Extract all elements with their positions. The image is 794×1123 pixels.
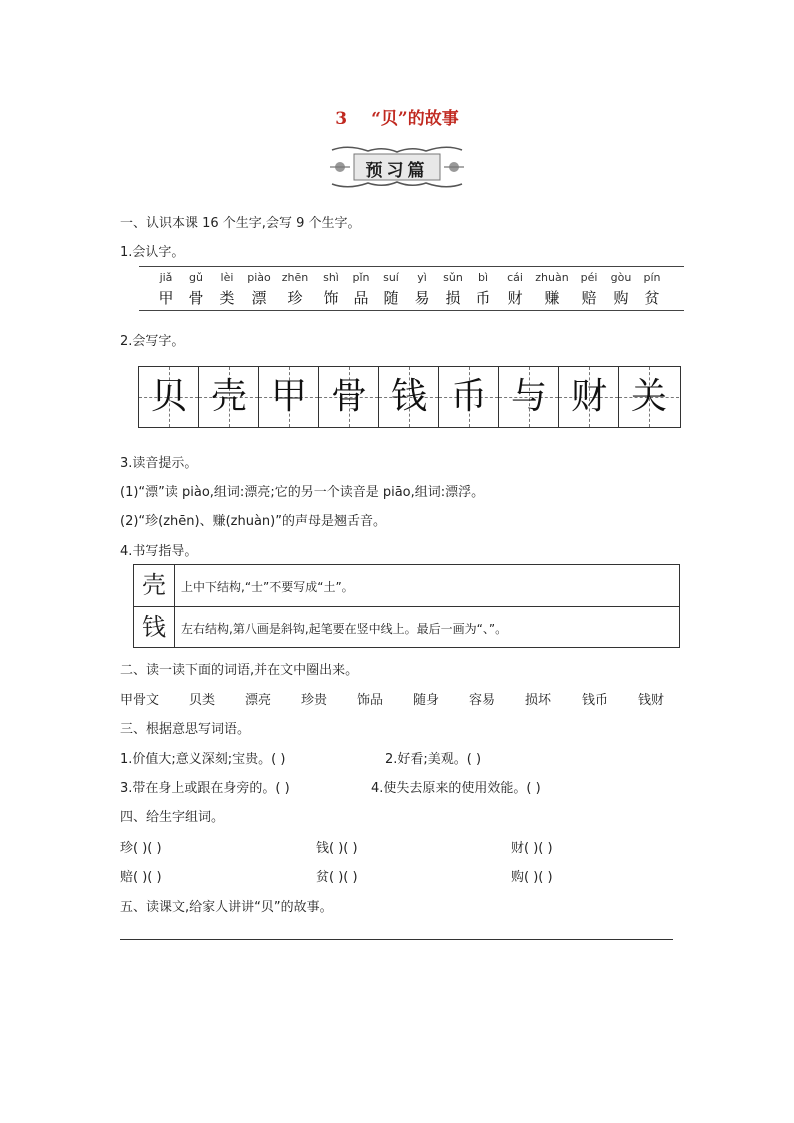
pinyin: cái	[507, 271, 523, 284]
hanzi: 甲	[158, 289, 174, 307]
word-item: 贝类	[189, 693, 216, 708]
guide-row	[134, 606, 679, 648]
meaning-question-4: 4.使失去原来的使用效能。( )	[371, 781, 541, 796]
write-char: 骨	[330, 376, 367, 417]
pinyin: suí	[383, 271, 399, 284]
hanzi: 珍	[287, 289, 303, 307]
compound-item: 珍( )( )	[120, 841, 162, 856]
pinyin: yì	[417, 271, 427, 284]
hanzi: 漂	[251, 289, 267, 307]
meaning-question-1: 1.价值大;意义深刻;宝贵。( )	[120, 752, 286, 767]
section2-heading: 二、读一读下面的词语,并在文中圈出来。	[120, 663, 359, 678]
write-cell	[439, 367, 499, 427]
recognize-table	[139, 266, 684, 311]
guide-text: 上中下结构,“士”不要写成“土”。	[181, 580, 354, 594]
pinyin: piào	[247, 271, 271, 284]
hanzi: 类	[219, 289, 235, 307]
pinyin: bì	[477, 271, 489, 284]
hanzi: 随	[383, 289, 399, 307]
word-item: 漂亮	[245, 693, 272, 708]
write-cell	[559, 367, 619, 427]
write-char: 关	[630, 376, 667, 417]
banner-label: 预习篇	[365, 161, 429, 181]
pinyin: zhēn	[281, 271, 309, 284]
word-item: 饰品	[357, 693, 384, 708]
hanzi: 贫	[644, 289, 660, 307]
pinyin: gǔ	[189, 271, 203, 284]
hanzi: 币	[475, 289, 491, 307]
pinyin: pǐn	[352, 271, 370, 284]
pinyin: zhuàn	[535, 271, 569, 284]
word-item: 容易	[469, 693, 496, 708]
compound-item: 钱( )( )	[316, 841, 358, 856]
pinyin: jiǎ	[159, 271, 173, 284]
hanzi: 财	[507, 289, 523, 307]
section1-heading: 一、认识本课 16 个生字,会写 9 个生字。	[120, 216, 361, 231]
lesson-number: 3	[335, 109, 348, 129]
meaning-question-2: 2.好看;美观。( )	[385, 752, 482, 767]
word-item: 甲骨文	[120, 693, 160, 708]
word-item: 珍贵	[301, 693, 328, 708]
hanzi: 饰	[323, 289, 339, 307]
pinyin: gòu	[610, 271, 632, 284]
word-item: 钱币	[582, 693, 609, 708]
pinyin: shì	[323, 271, 339, 284]
write-char: 币	[450, 376, 487, 417]
guide-char: 壳	[134, 565, 175, 606]
guide-row	[134, 565, 679, 606]
guide-text: 左右结构,第八画是斜钩,起笔要在竖中线上。最后一画为“、”。	[181, 622, 508, 636]
word-item: 损坏	[525, 693, 552, 708]
hanzi: 购	[613, 289, 629, 307]
word-item: 随身	[413, 693, 440, 708]
hanzi: 易	[414, 289, 430, 307]
hanzi: 赚	[544, 289, 560, 307]
write-char: 贝	[150, 376, 187, 417]
pron-heading: 3.读音提示。	[120, 456, 198, 471]
write-cell	[319, 367, 379, 427]
hanzi: 赔	[581, 289, 597, 307]
write-cell	[619, 367, 679, 427]
section4-heading: 四、给生字组词。	[120, 810, 225, 825]
word-item: 钱财	[638, 693, 665, 708]
word-list	[0, 689, 794, 709]
guide-heading: 4.书写指导。	[120, 544, 198, 559]
pron-note-2: (2)“珍(zhēn)、赚(zhuàn)”的声母是翘舌音。	[120, 514, 386, 529]
write-cell	[199, 367, 259, 427]
meaning-question-3: 3.带在身上或跟在身旁的。( )	[120, 781, 290, 796]
write-cell	[139, 367, 199, 427]
section5-heading: 五、读课文,给家人讲讲“贝”的故事。	[120, 900, 333, 915]
write-char: 壳	[210, 376, 247, 417]
write-heading: 2.会写字。	[120, 334, 185, 349]
pinyin: pín	[643, 271, 661, 284]
hanzi: 损	[445, 289, 461, 307]
write-cell	[499, 367, 559, 427]
write-grid	[138, 366, 681, 428]
recognize-heading: 1.会认字。	[120, 245, 185, 260]
answer-line	[120, 939, 673, 940]
write-char: 财	[570, 376, 607, 417]
write-cell	[259, 367, 319, 427]
write-cell	[379, 367, 439, 427]
write-char: 甲	[270, 376, 307, 417]
pinyin: lèi	[220, 271, 234, 284]
write-char: 钱	[390, 376, 427, 417]
compound-item: 财( )( )	[511, 841, 553, 856]
pinyin: sǔn	[443, 271, 463, 284]
hanzi: 骨	[188, 289, 204, 307]
compound-item: 贫( )( )	[316, 870, 358, 885]
write-char: 与	[510, 376, 547, 417]
pron-note-1: (1)“漂”读 piào,组词:漂亮;它的另一个读音是 piāo,组词:漂浮。	[120, 485, 485, 500]
pinyin: péi	[580, 271, 598, 284]
hanzi: 品	[353, 289, 369, 307]
writing-guide-table	[133, 564, 680, 648]
lesson-name: “贝”的故事	[371, 109, 459, 129]
guide-char: 钱	[134, 607, 175, 648]
compound-item: 赔( )( )	[120, 870, 162, 885]
section3-heading: 三、根据意思写词语。	[120, 722, 251, 737]
compound-item: 购( )( )	[511, 870, 553, 885]
lesson-title	[0, 104, 794, 129]
